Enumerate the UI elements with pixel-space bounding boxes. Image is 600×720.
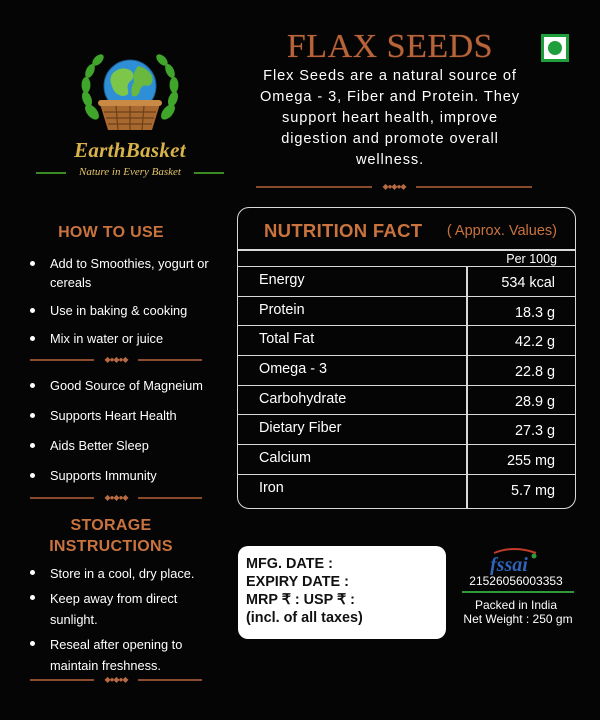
product-title: FLAX SEEDS: [286, 28, 494, 65]
nutrient-value: 28.9 g: [514, 393, 555, 410]
nutrient-value: 534 kcal: [501, 275, 555, 291]
nutrient-name: Carbohydrate: [259, 390, 347, 407]
nutrition-subtitle: ( Approx. Values): [446, 223, 557, 239]
nutrient-name: Protein: [259, 301, 305, 318]
list-item: Store in a cool, dry place.: [28, 563, 204, 584]
list-item: Supports Heart Health: [28, 406, 218, 425]
nutrient-value: 27.3 g: [514, 423, 555, 440]
nutrient-value: 255 mg: [507, 453, 555, 470]
fssai-logo-text: fssai: [490, 554, 528, 575]
net-weight-label: Net Weight : 250 gm: [463, 612, 573, 626]
fssai-logo-icon: [486, 547, 542, 575]
left-divider-3: ◆●◆●◆: [30, 675, 202, 685]
brand-logo: [30, 48, 230, 188]
storage-heading-line1: STORAGE: [70, 517, 152, 534]
fssai-license-number: 21526056003353: [469, 574, 563, 588]
how-to-use-heading: HOW TO USE: [58, 224, 164, 241]
nutrient-value: 42.2 g: [514, 334, 555, 351]
header-divider: ◆●◆●◆: [256, 182, 532, 192]
table-row: [238, 414, 575, 444]
nutrient-value: 5.7 mg: [511, 482, 555, 499]
table-row: [238, 385, 575, 415]
product-description: Flex Seeds are a natural source of Omega - 3, Fiber and Protein. They support heart health, improve digestion and promote overall wellness.: [260, 68, 520, 168]
table-row: [238, 355, 575, 385]
list-item: Good Source of Magneium: [28, 376, 218, 395]
list-item: Mix in water or juice: [28, 329, 218, 348]
nutrient-value: 22.8 g: [514, 364, 555, 381]
nutrition-panel: [237, 207, 576, 509]
list-item: Aids Better Sleep: [28, 436, 218, 455]
benefits-list: [28, 376, 218, 485]
list-item: Supports Immunity: [28, 466, 218, 485]
nutrient-name: Calcium: [259, 450, 311, 467]
label-info-box: [238, 546, 446, 639]
table-row: [238, 266, 575, 296]
nutrient-value: 18.3 g: [514, 304, 555, 321]
left-divider-1: ◆●◆●◆: [30, 355, 202, 365]
nutrient-name: Dietary Fiber: [259, 420, 342, 437]
brand-name: EarthBasket: [74, 138, 186, 162]
nutrition-per-label: Per 100g: [506, 252, 557, 266]
list-item: Keep away from direct sunlight.: [28, 588, 204, 630]
list-item: Use in baking & cooking: [28, 301, 218, 320]
nutrient-name: Total Fat: [259, 331, 315, 348]
nutrient-name: Omega - 3: [259, 361, 327, 378]
table-row: [238, 474, 575, 504]
how-to-use-list: [28, 254, 218, 348]
storage-heading-line2: INSTRUCTIONS: [49, 538, 173, 555]
list-item: Add to Smoothies, yogurt or cereals: [28, 254, 218, 292]
packed-in-label: Packed in India: [474, 598, 558, 612]
nutrition-title: NUTRITION FACT: [264, 220, 423, 241]
mfg-date-label: MFG. DATE :: [246, 556, 333, 572]
mrp-label: MRP ₹ : USP ₹ :: [246, 592, 355, 608]
nutrition-table: [238, 266, 575, 504]
table-row: [238, 296, 575, 326]
green-rule: [462, 590, 574, 594]
table-row: [238, 444, 575, 474]
left-divider-2: ◆●◆●◆: [30, 493, 202, 503]
globe-basket-icon: [78, 50, 182, 140]
nutrient-name: Iron: [259, 479, 284, 496]
storage-list: [28, 563, 204, 676]
veg-mark-icon: [541, 34, 569, 62]
expiry-date-label: EXPIRY DATE :: [246, 574, 349, 590]
nutrient-name: Energy: [259, 272, 305, 288]
brand-tagline: Nature in Every Basket: [79, 166, 181, 178]
nutrition-header-rule: [238, 249, 575, 251]
brand-tagline-row: [30, 166, 230, 180]
list-item: Reseal after opening to maintain freshness.: [28, 634, 204, 676]
veg-dot: [548, 41, 562, 55]
storage-heading: [30, 515, 192, 557]
taxes-note: (incl. of all taxes): [246, 610, 363, 626]
table-row: [238, 325, 575, 355]
